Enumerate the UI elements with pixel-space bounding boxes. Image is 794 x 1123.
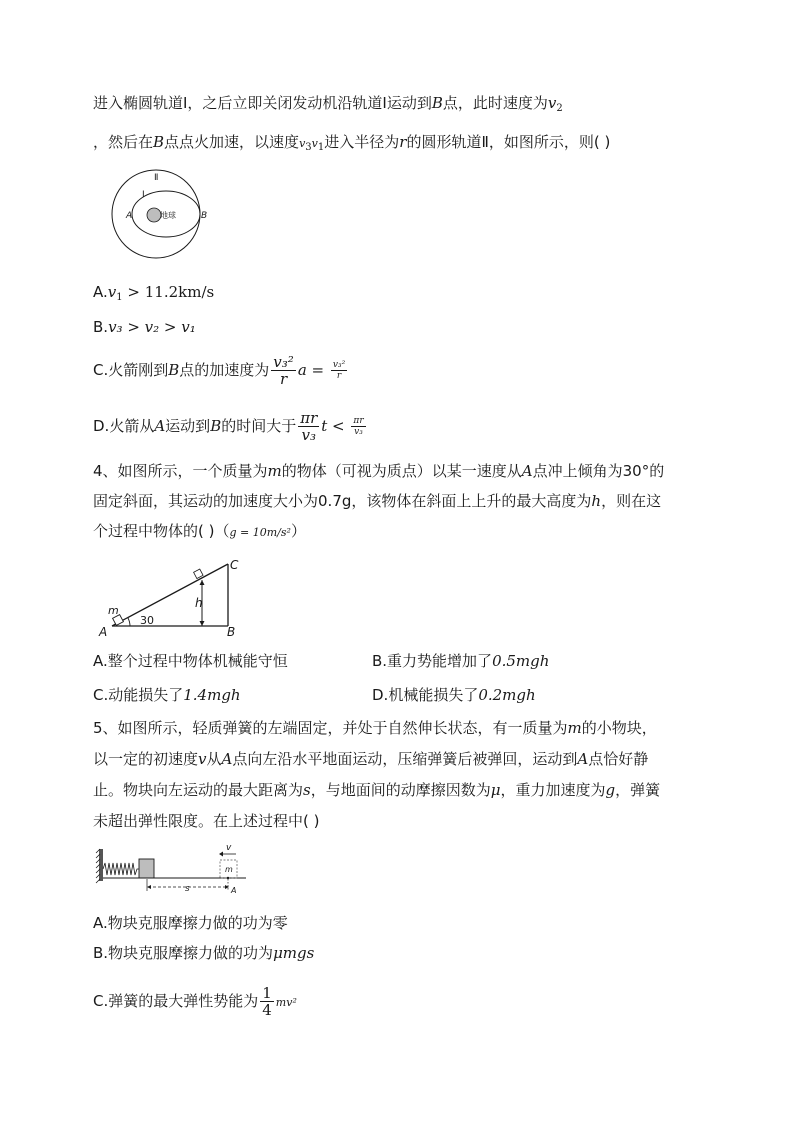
fraction [260, 985, 274, 1018]
option-letter: A. [93, 283, 108, 301]
incline-figure [96, 556, 246, 640]
fraction [351, 416, 365, 437]
denominator: r [279, 370, 288, 388]
text: 固定斜面，其运动的加速度大小为0.7g，该物体在斜面上上升的最大高度为 [93, 492, 592, 510]
numerator: v₃² [332, 360, 346, 370]
option-text: B.重力势能增加了 [372, 652, 493, 670]
q3-option-c [93, 354, 349, 387]
label-angle-30: 30 [140, 614, 154, 627]
math-text: 0.5mgh [492, 652, 550, 670]
q5-stem-line-4 [93, 810, 319, 832]
q4-stem-line-1 [93, 460, 664, 482]
variable-s: s [303, 781, 311, 799]
point-label: A [521, 462, 533, 480]
top-block [194, 569, 203, 578]
earth-icon [147, 208, 161, 222]
subscript: 1 [116, 292, 123, 303]
label-point-C: C [230, 558, 239, 572]
subscript: 3 [305, 142, 312, 153]
label-point-A: A [231, 886, 237, 895]
spring-figure [96, 841, 250, 897]
label-orbit-I: Ⅰ [142, 190, 145, 200]
variable-v: v [107, 283, 117, 301]
q5-stem-line-2 [93, 748, 648, 770]
text: 4、如图所示，一个质量为 [93, 462, 268, 480]
option-text: B.物块克服摩擦力做的功为 [93, 944, 274, 962]
numerator: πr [300, 409, 318, 427]
q5-option-b [93, 942, 314, 964]
numerator: πr [353, 416, 364, 426]
wall [99, 849, 103, 881]
point-label: B [210, 417, 222, 435]
option-text: A.物块克服摩擦力做的功为零 [93, 914, 288, 932]
option-letter: B. [93, 318, 109, 336]
label-distance-s: s [185, 884, 190, 894]
variable-h: h [591, 492, 602, 510]
block-left [139, 859, 154, 878]
text: ） [290, 522, 306, 540]
q4-stem-line-3 [93, 520, 306, 544]
math-text: v₃ > v₂ > v₁ [108, 318, 196, 336]
variable-v: v [198, 750, 207, 768]
q3-stem-line-1 [93, 92, 563, 120]
math-text: 1.4mgh [183, 686, 241, 704]
variable-mu: μ [490, 781, 501, 799]
fraction [298, 410, 319, 443]
math-text: μmgs [273, 944, 315, 962]
point-label: A [577, 750, 589, 768]
label-point-A: A [99, 625, 108, 639]
text: 进入半径为 [324, 133, 400, 151]
angle-arc [128, 618, 130, 626]
text: ，重力加速度为 [500, 781, 606, 799]
math-text: 0.2mgh [478, 686, 536, 704]
orbit-figure [104, 168, 208, 260]
denominator: 4 [262, 1001, 272, 1019]
incline-line [112, 564, 228, 626]
option-text: C.弹簧的最大弹性势能为 [93, 992, 259, 1010]
label-height-h: h [195, 596, 203, 610]
text: 点点火加速，以速度 [164, 133, 300, 151]
q3-option-a [93, 281, 214, 309]
fraction [271, 354, 296, 387]
text: 从 [206, 750, 222, 768]
math-text: a = [297, 361, 329, 379]
text: 止。物块向左运动的最大距离为 [93, 781, 304, 799]
text: 未超出弹性限度。在上述过程中( ) [93, 812, 320, 830]
denominator: v₃ [301, 426, 316, 444]
q3-stem-line-2 [93, 131, 610, 159]
q3-option-b [93, 316, 196, 338]
label-earth: 地球 [160, 211, 176, 220]
point-label: A [154, 417, 166, 435]
text: 5、如图所示，轻质弹簧的左端固定，并处于自然伸长状态，有一质量为 [93, 719, 568, 737]
variable-m: m [267, 462, 282, 480]
text: 以一定的初速度 [93, 750, 199, 768]
variable-v: v [311, 137, 318, 150]
text: 进入椭圆轨道Ⅰ，之后立即关闭发动机沿轨道Ⅰ运动到 [93, 94, 432, 112]
q5-option-a [93, 912, 288, 934]
label-point-A: A [126, 211, 133, 221]
text: 的圆形轨道Ⅱ，如图所示，则( ) [406, 133, 611, 151]
text: 的物体（可视为质点）以某一速度从 [281, 462, 522, 480]
text: ，然后在 [93, 133, 154, 151]
text: 的小物块， [581, 719, 657, 737]
q4-option-b [372, 650, 549, 672]
label-orbit-II: Ⅱ [154, 173, 159, 183]
text: D.火箭从 [93, 417, 155, 435]
variable-m: m [567, 719, 582, 737]
point-A-marker [227, 877, 229, 879]
velocity-arrowhead [219, 852, 223, 857]
text: 运动到 [165, 417, 211, 435]
option-text: C.动能损失了 [93, 686, 184, 704]
text: ，与地面间的动摩擦因数为 [310, 781, 491, 799]
label-point-B: B [201, 211, 208, 221]
point-label: B [153, 133, 165, 151]
variable-g: g [605, 781, 616, 799]
text: 个过程中物体的( )（ [93, 522, 230, 540]
variable-r: r [399, 133, 407, 151]
q3-option-d [93, 410, 368, 443]
text: ，则在这 [601, 492, 662, 510]
label-velocity-v: v [226, 843, 232, 853]
q5-stem-line-3 [93, 779, 660, 801]
q4-option-c [93, 684, 241, 706]
label-mass-m: m [225, 865, 233, 874]
point-label: B [431, 94, 443, 112]
subscript: 1 [317, 142, 325, 153]
text: 点，此时速度为 [442, 94, 548, 112]
q4-option-a [93, 650, 288, 672]
spring [103, 863, 139, 875]
text: 的时间大于 [221, 417, 297, 435]
math-text: t < [321, 417, 350, 435]
numerator: v₃² [273, 353, 294, 371]
q4-option-d [372, 684, 536, 706]
text: 点的加速度为 [179, 361, 270, 379]
denominator: r [336, 371, 342, 381]
label-mass-m: m [108, 604, 119, 617]
variable-v: v [299, 137, 306, 150]
fraction [331, 360, 347, 381]
height-arrow-down [200, 621, 205, 626]
option-text: A.整个过程中物体机械能守恒 [93, 652, 288, 670]
math-text: mv² [275, 996, 297, 1009]
distance-arrowhead-right [225, 885, 229, 889]
numerator: 1 [262, 984, 272, 1002]
text: 点冲上倾角为30°的 [532, 462, 665, 480]
variable-v: v [547, 94, 557, 112]
height-arrow-up [200, 580, 205, 585]
point-label: B [168, 361, 180, 379]
q5-stem-line-1 [93, 717, 657, 739]
q5-option-c [93, 985, 297, 1018]
option-text: D.机械能损失了 [372, 686, 479, 704]
text: C.火箭刚到 [93, 361, 169, 379]
denominator: v₃ [354, 427, 363, 437]
point-label: A [221, 750, 233, 768]
label-point-B: B [227, 625, 236, 639]
math-text: > 11.2km/s [122, 283, 215, 301]
q4-stem-line-2 [93, 490, 661, 512]
subscript: 2 [556, 103, 563, 114]
text: 点恰好静 [588, 750, 649, 768]
text: ，弹簧 [615, 781, 661, 799]
math-text: g = 10m/s² [229, 526, 291, 539]
text: 点向左沿水平地面运动，压缩弹簧后被弹回，运动到 [232, 750, 578, 768]
distance-arrowhead-left [147, 885, 151, 889]
